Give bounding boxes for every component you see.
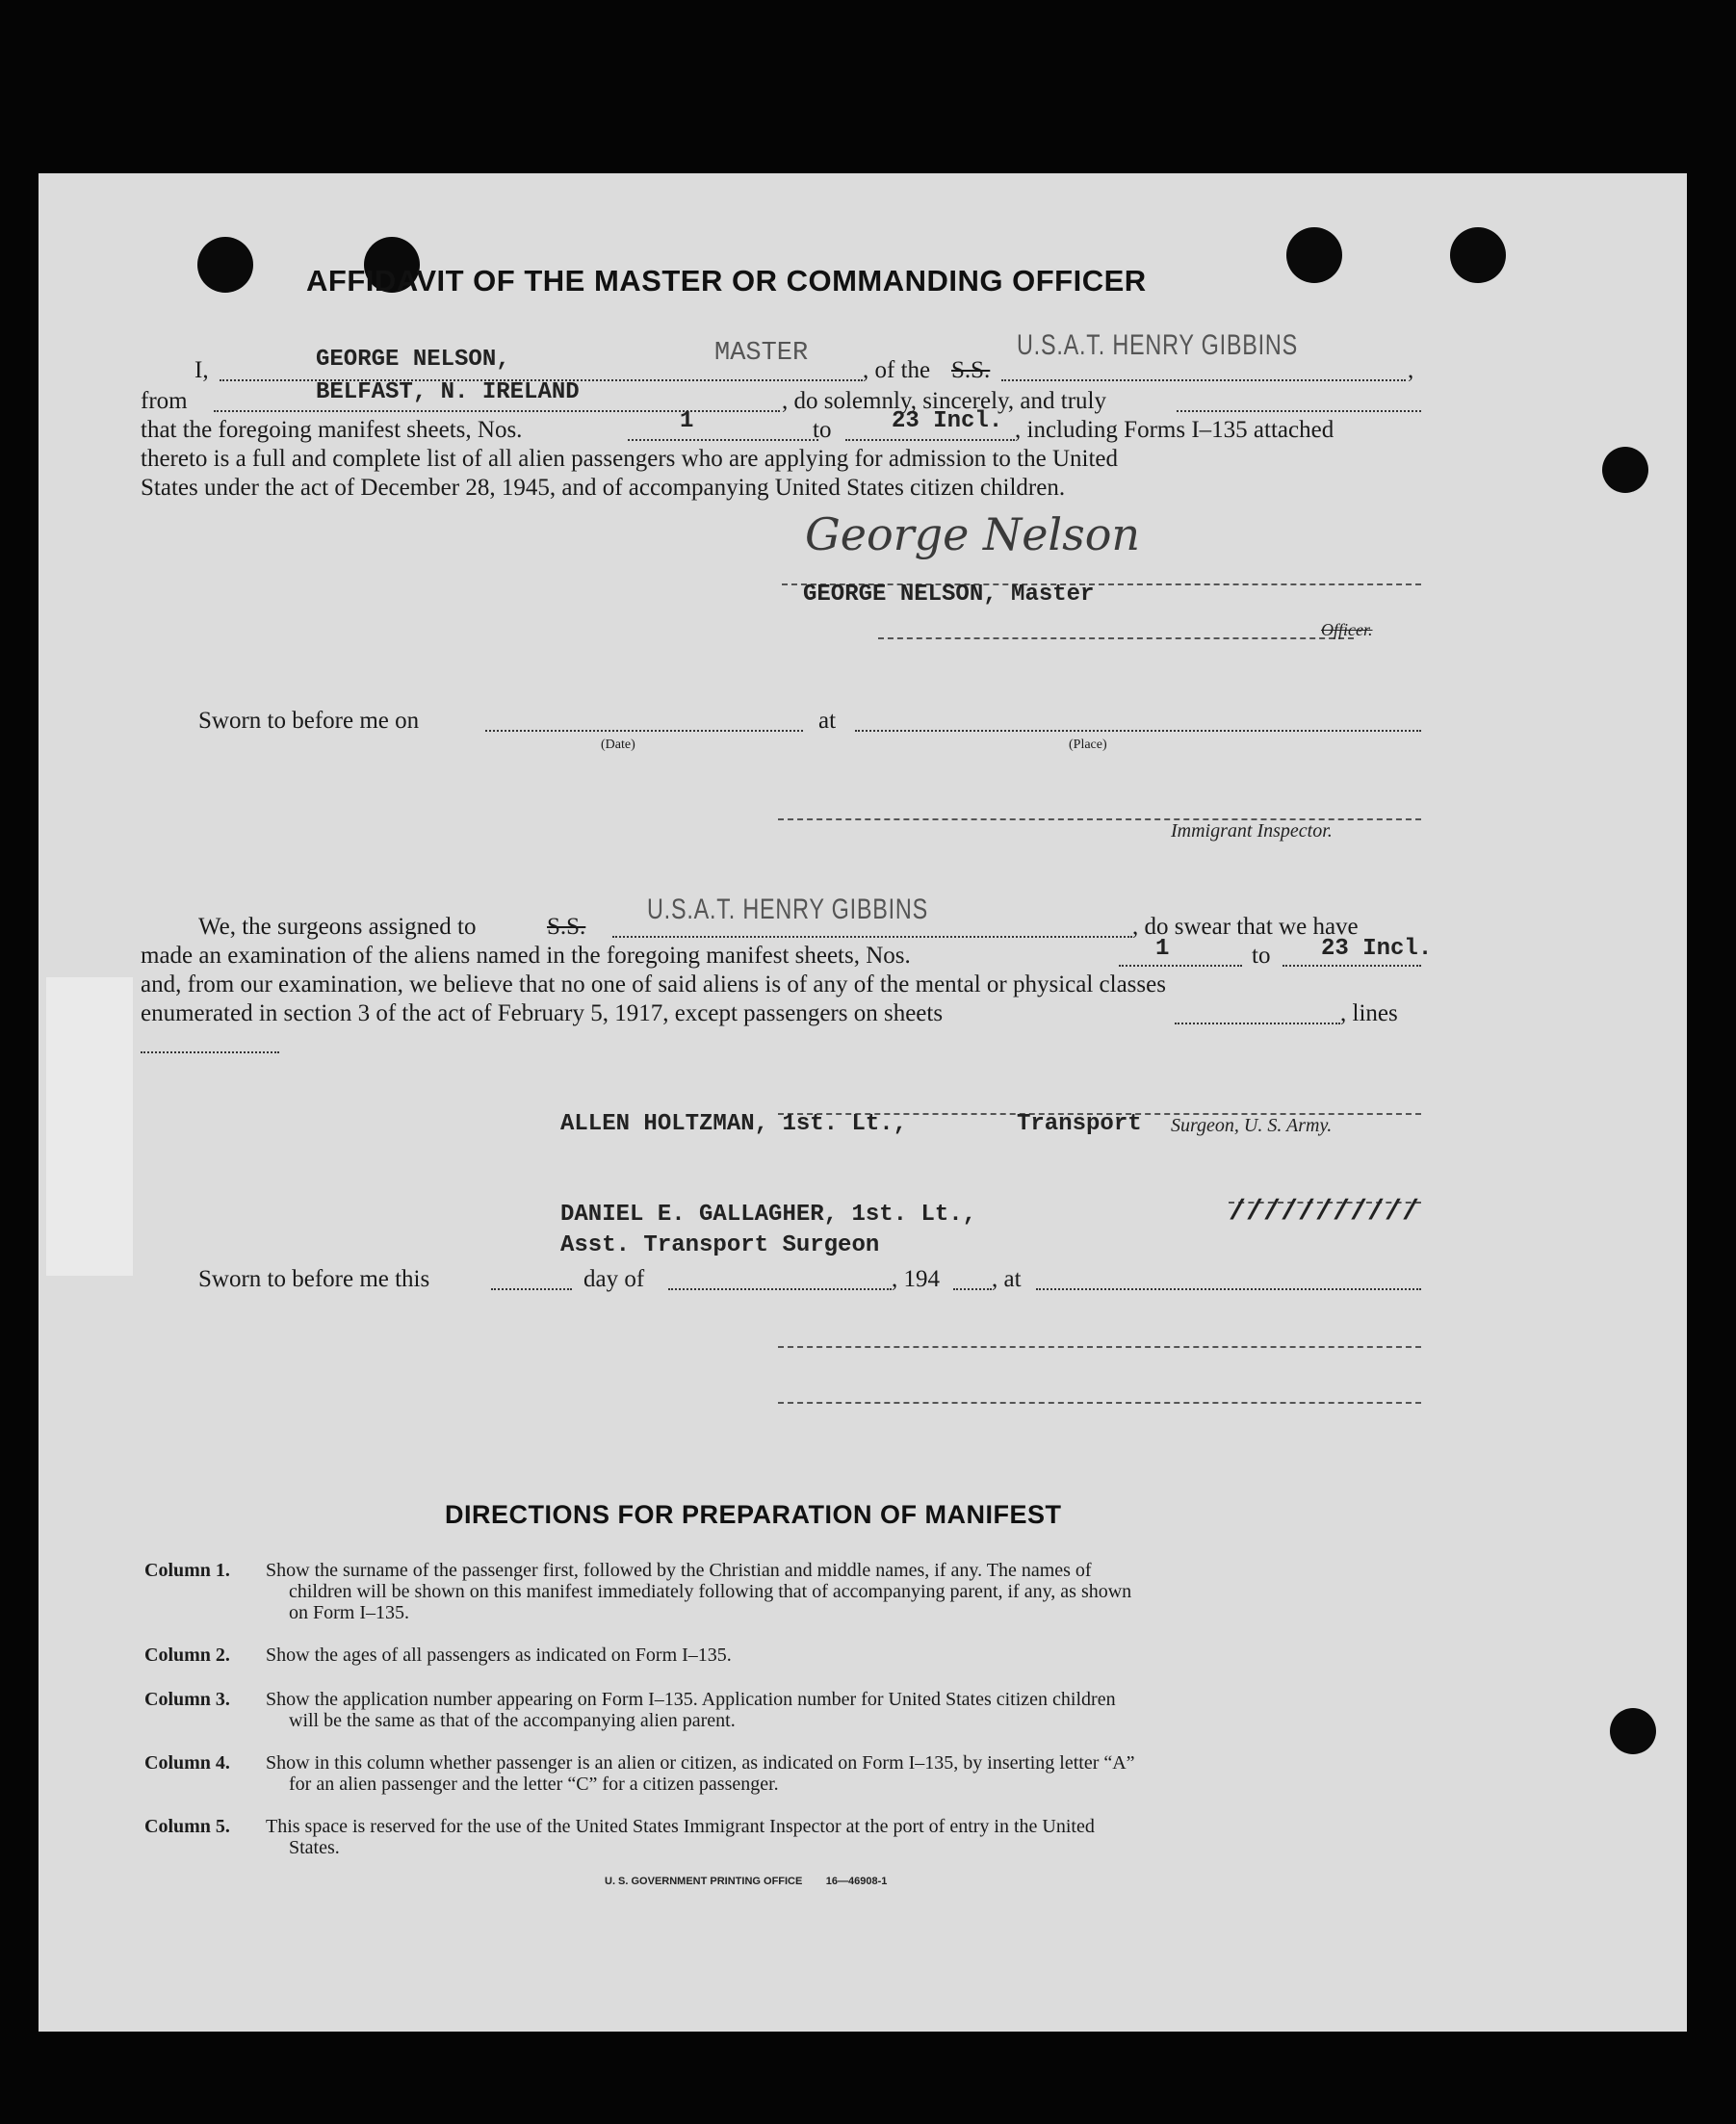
punch-hole (197, 237, 253, 293)
sworn2-at-label: , at (992, 1266, 1022, 1292)
rank-stamp: MASTER (714, 339, 809, 368)
manifest-sheets-text: that the foregoing manifest sheets, Nos. (141, 417, 523, 443)
column-text: will be the same as that of the accompanying alien parent. (289, 1710, 736, 1731)
surgeon-sheet-from: 1 (1155, 936, 1170, 962)
punch-hole (1286, 227, 1342, 283)
column-text: Show the application number appearing on Form I–135. Application number for United States citizen children (266, 1689, 1116, 1710)
affidavit-page: AFFIDAVIT OF THE MASTER OR COMMANDING OFFICER I, GEORGE NELSON, MASTER , of the S.S. U.S.A.T. HENRY GIBBINS , from BELFAST, N. IRELAND , do solemnly, sincerely, and truly that the foregoing manifest sheets, Nos. 1 to 23 Incl. , including Forms I–135 attached thereto is a full and complete list of all alien passengers who are applying for admission to the United States under the act of December 28, 1945, and of accompanying United States citizen children. George Nelson GEORGE NELSON, Master Officer. Sworn to before me on (Date) at (Place) Immigrant Inspector. We, the surgeons assigned to S.S. U.S.A.T. HENRY GIBBINS , do swear that we have made an examination of the aliens named in the foregoing manifest sheets, Nos. 1 to 23 Incl. and, from our examination, we believe that no one of said aliens is of any of the mental or physical classes enumerated in section 3 of the act of February 5, 1917, except passengers on sheets , lines ALLEN HOLTZMAN, 1st. Lt., Transport Surgeon, U. S. Army. DANIEL E. GALLAGHER, 1st. Lt., Asst. Transport Surgeon /////////// Sworn to before me this day of , 194 , at DIRECTIONS FOR PREPARATION OF MANIFEST Column 1. Show the surname of the passenger first, followed by the Christian and middle names, if any. The names of children will be shown on this manifest immediately following that of accompanying parent, if any, as shown on Form I–135. Column 2. Show the ages of all passengers as indicated on Form I–135. Column 3. Show the application number appearing on Form I–135. Application number for United States citizen children will be the same as that of the accompanying alien parent. Column 4. Show in this column whether passenger is an alien or citizen, as indicated on Form I–135, by inserting letter “A” for an alien passenger and the letter “C” for a citizen passenger. Column 5. This space is reserved for the use of the United States Immigrant Inspector at the port of entry in the United States. U. S. GOVERNMENT PRINTING OFFICE 16—46908-1 (39, 173, 1687, 2032)
to-label: to (813, 417, 832, 443)
sworn-at-label: at (818, 708, 837, 734)
surgeon-to-label: to (1252, 943, 1271, 969)
signature-typed: GEORGE NELSON, Master (803, 582, 1095, 608)
examination-text: made an examination of the aliens named in the foregoing manifest sheets, Nos. (141, 943, 911, 969)
scan-artifact (46, 977, 133, 1276)
sworn-this-label: Sworn to before me this (198, 1266, 430, 1292)
column-text: children will be shown on this manifest immediately following that of accompanying parent, if any, as shown (289, 1581, 1132, 1602)
surgeon2-name: DANIEL E. GALLAGHER, 1st. Lt., (560, 1202, 977, 1228)
ss-struck: S.S. (951, 357, 991, 383)
section-text: enumerated in section 3 of the act of February 5, 1917, except passengers on sheets (141, 1000, 944, 1026)
surgeons-lead: We, the surgeons assigned to (198, 914, 477, 940)
punch-hole (1602, 447, 1648, 493)
column-label: Column 1. (144, 1560, 230, 1581)
ss-struck-2: S.S. (547, 914, 586, 940)
gpo-footer: U. S. GOVERNMENT PRINTING OFFICE 16—46908-1 (605, 1876, 888, 1887)
punch-hole (1610, 1708, 1656, 1754)
place-caption: (Place) (1069, 738, 1107, 752)
column-text: Show the ages of all passengers as indicated on Form I–135. (266, 1645, 732, 1666)
complete-list-text: thereto is a full and complete list of all alien passengers who are applying for admission to the United (141, 446, 1119, 472)
column-text: States. (289, 1837, 340, 1858)
act-text: States under the act of December 28, 1945, and of accompanying United States citizen children. (141, 475, 1066, 501)
date-caption: (Date) (601, 738, 635, 752)
column-label: Column 3. (144, 1689, 230, 1710)
ship-stamp-2: U.S.A.T. HENRY GIBBINS (647, 894, 928, 925)
column-text: Show the surname of the passenger first, followed by the Christian and middle names, if any. The names of (266, 1560, 1092, 1581)
master-signature: George Nelson (805, 508, 1141, 560)
surgeon1-name: ALLEN HOLTZMAN, 1st. Lt., (560, 1111, 908, 1137)
surgeon-caption: Surgeon, U. S. Army. (1171, 1115, 1333, 1136)
surgeon-sheet-to: 23 Incl. (1321, 936, 1433, 962)
surgeon2-overtyped: /////////// (1229, 1196, 1420, 1229)
classes-text: and, from our examination, we believe that no one of said aliens is of any of the mental or physical classes (141, 971, 1166, 997)
inspector-caption: Immigrant Inspector. (1171, 820, 1333, 842)
of-the-label: , of the (863, 357, 931, 383)
column-text: Show in this column whether passenger is an alien or citizen, as indicated on Form I–135, by inserting letter “A” (266, 1752, 1135, 1774)
directions-title: DIRECTIONS FOR PREPARATION OF MANIFEST (445, 1500, 1062, 1529)
punch-hole (1450, 227, 1506, 283)
from-label: from (141, 388, 188, 414)
column-text: This space is reserved for the use of the United States Immigrant Inspector at the port of entry in the United (266, 1816, 1095, 1837)
lines-label: , lines (1340, 1000, 1398, 1026)
year-label: , 194 (892, 1266, 940, 1292)
day-of-label: day of (583, 1266, 645, 1292)
sheet-to: 23 Incl. (892, 408, 1003, 434)
officer-struck: Officer. (1321, 620, 1373, 639)
sheet-from: 1 (680, 408, 694, 434)
ship-stamp: U.S.A.T. HENRY GIBBINS (1017, 329, 1298, 361)
column-label: Column 4. (144, 1752, 230, 1774)
master-name: GEORGE NELSON, (316, 347, 510, 373)
forms-text: , including Forms I–135 attached (1015, 417, 1334, 443)
affidavit-title: AFFIDAVIT OF THE MASTER OR COMMANDING OFFICER (306, 264, 1147, 298)
column-label: Column 2. (144, 1645, 230, 1666)
i-label: I, (194, 357, 209, 383)
column-text: for an alien passenger and the letter “C” for a citizen passenger. (289, 1774, 779, 1795)
surgeon2-title: Asst. Transport Surgeon (560, 1232, 880, 1258)
swear-text: , do swear that we have (1132, 914, 1359, 940)
from-place: BELFAST, N. IRELAND (316, 379, 580, 405)
sworn-on-label: Sworn to before me on (198, 708, 420, 734)
solemnly-text: , do solemnly, sincerely, and truly (782, 388, 1106, 414)
column-label: Column 5. (144, 1816, 230, 1837)
surgeon1-title: Transport (1017, 1111, 1142, 1137)
column-text: on Form I–135. (289, 1602, 409, 1623)
